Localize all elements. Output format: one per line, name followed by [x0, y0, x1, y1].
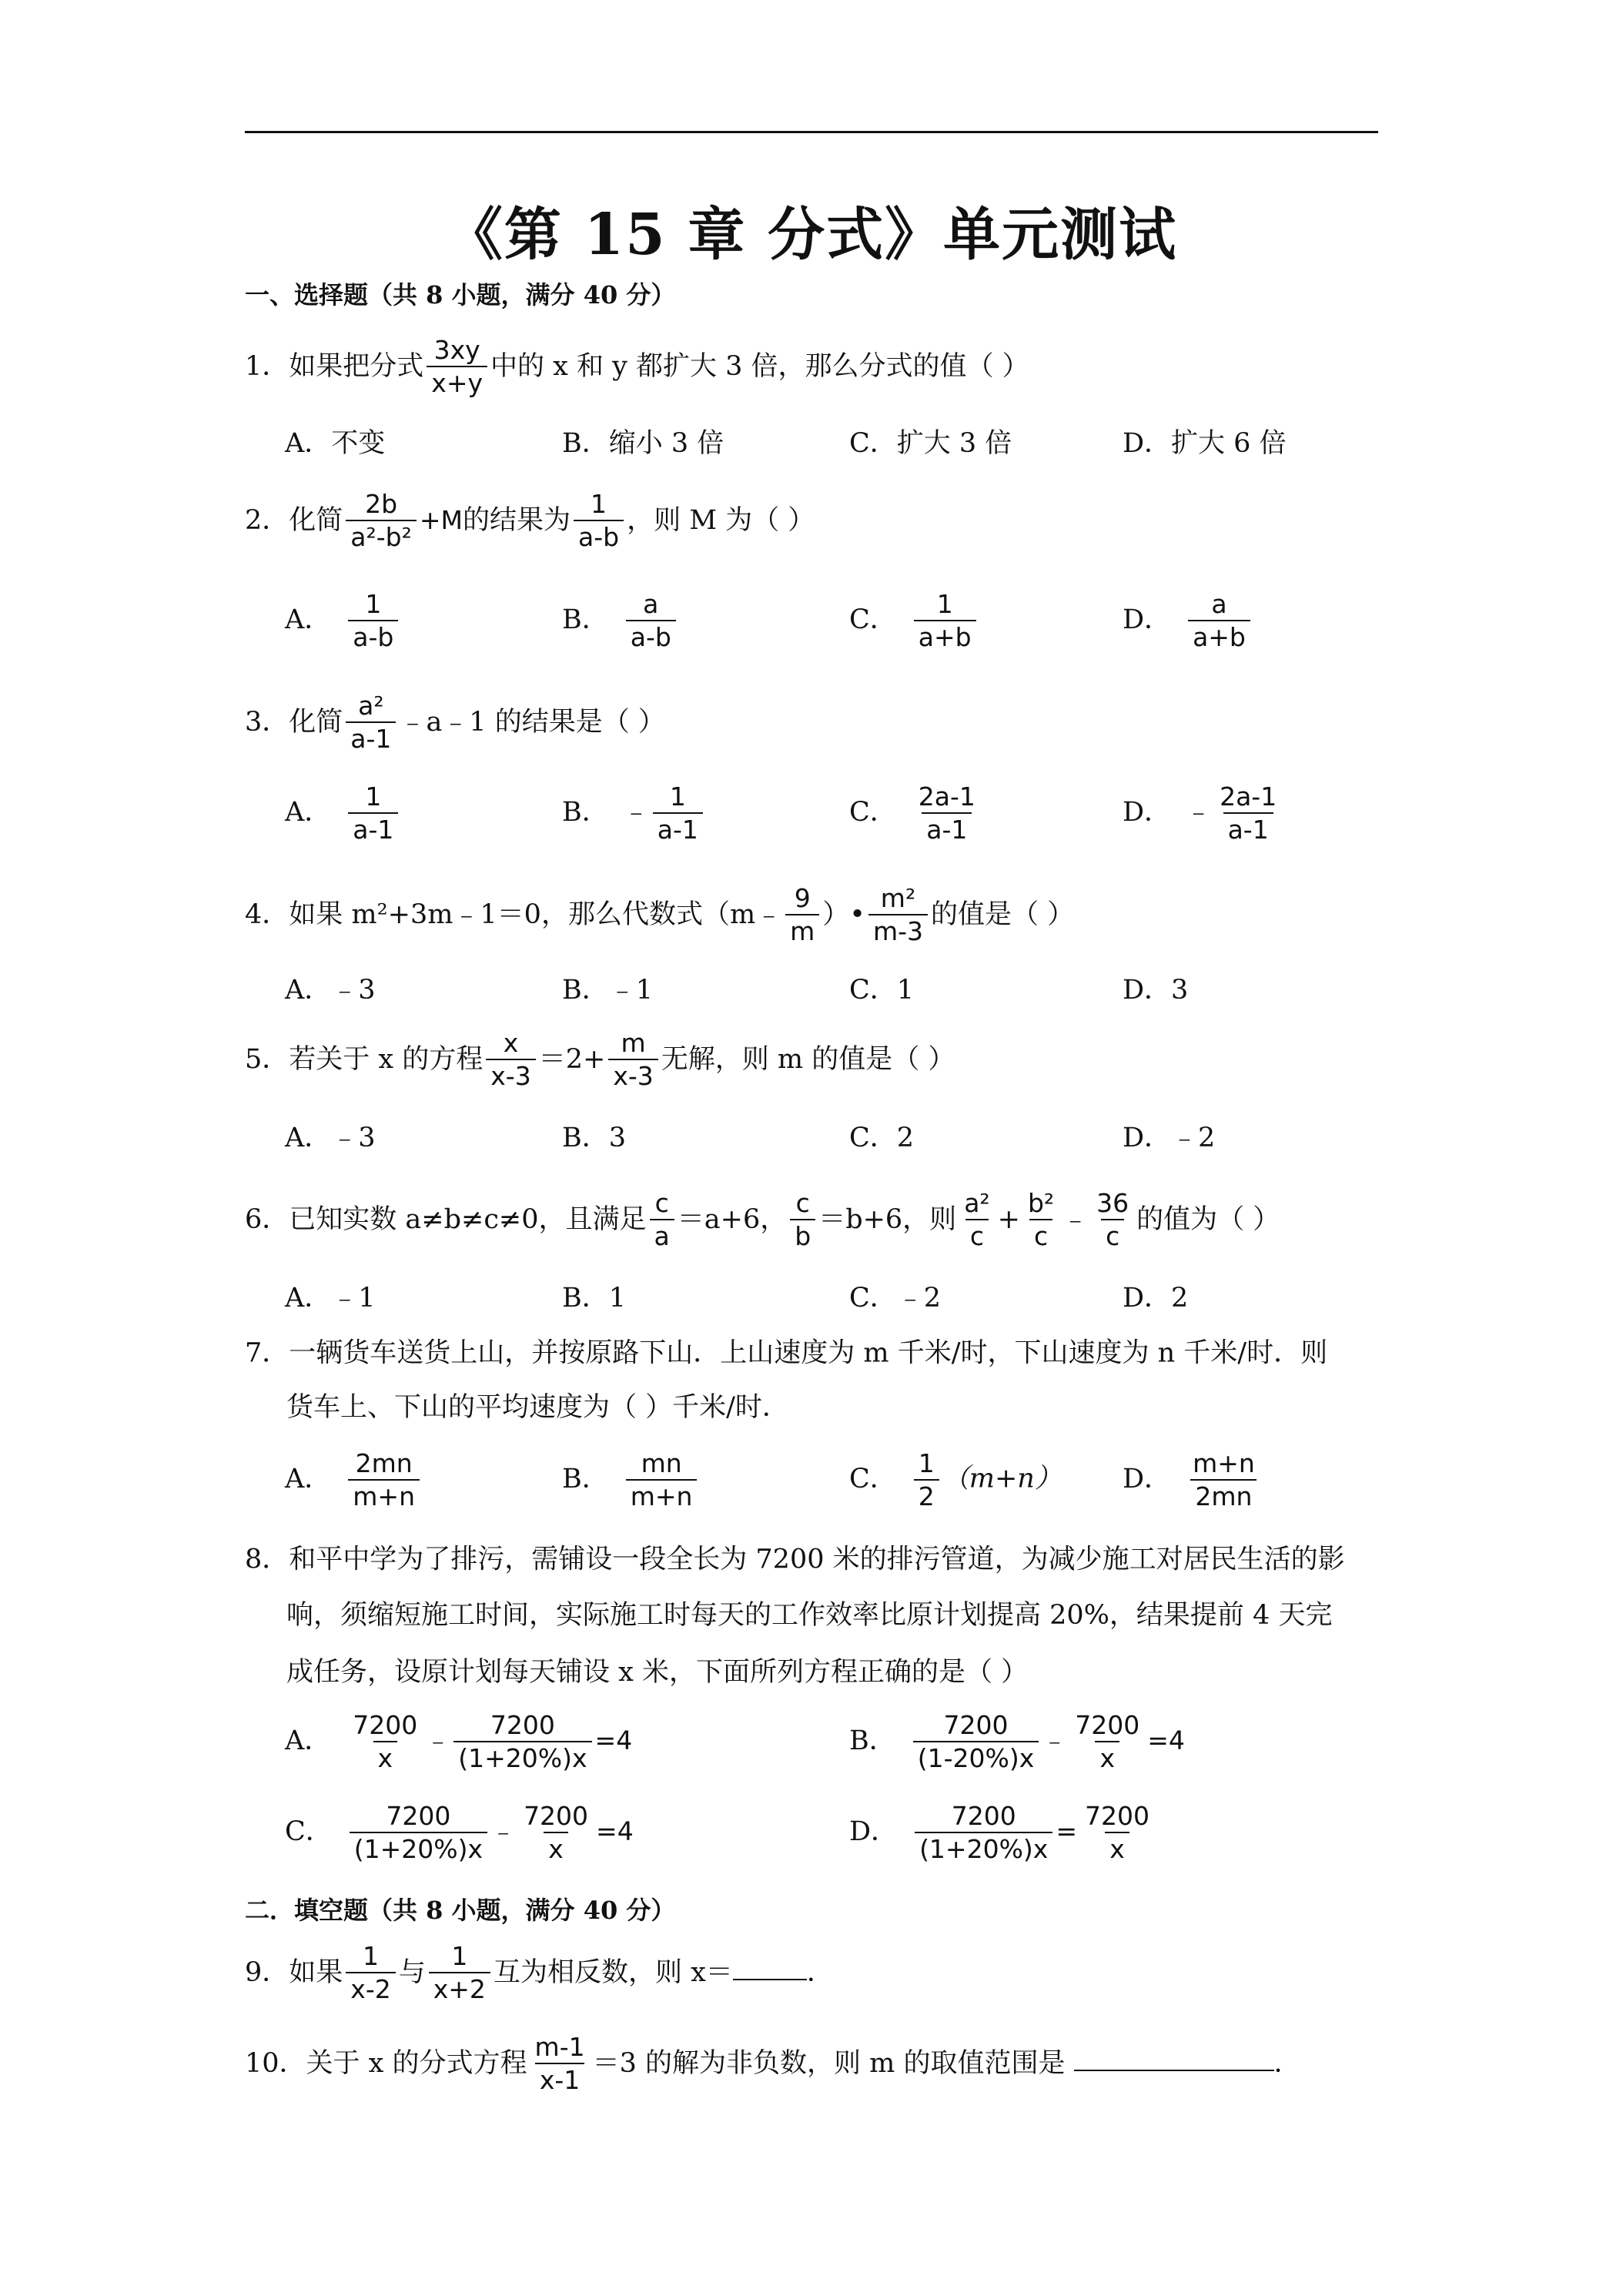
fraction: $\frac{1}{x-2}$	[346, 1942, 395, 2003]
question-7: 7．一辆货车送货上山，并按原路下山．上山速度为 m 千米/时，下山速度为 n 千米/时．则	[245, 1337, 1328, 1369]
question-6: 6．已知实数 a≠b≠c≠0，且满足 $\frac{c}{a}$ ＝a+6， $\frac{c}{b}$ ＝b+6，则 $\frac{\text{a²}}{c}$ + $\frac{\text{b²}}{c}$ ﹣ $\frac{36}{c}$ 的值为（ ）	[245, 1188, 1280, 1251]
option-a[interactable]: A． $\frac{2mn}{m+n}$	[285, 1449, 423, 1511]
question-3: 3．化简 $\frac{\text{a²}}{a-1}$ ﹣a﹣1 的结果是（ ）	[245, 691, 665, 754]
option-a[interactable]: A． $\frac{1}{a-b}$	[285, 590, 401, 651]
section-heading-choice: 一、选择题（共 8 小题，满分 40 分）	[245, 280, 676, 310]
question-8-continued: 响，须缩短施工时间，实际施工时每天的工作效率比原计划提高 20%，结果提前 4 天完	[286, 1600, 1333, 1631]
fraction: $\frac{7200}{x}$	[524, 1801, 589, 1864]
fraction: $\frac{7200}{x}$	[353, 1710, 418, 1773]
option-a[interactable]: A．﹣3	[285, 975, 376, 1006]
option-d[interactable]: D． $\frac{m+n}{2mn}$	[1123, 1449, 1263, 1511]
option-a[interactable]: A． $\frac{1}{a-1}$	[285, 782, 401, 844]
question-1: 1．如果把分式 $\frac{3xy}{x+y}$ 中的 x 和 y 都扩大 3 倍，那么分式的值（ ）	[245, 335, 1029, 398]
fraction: $\frac{m}{x-3}$	[608, 1029, 658, 1090]
option-d[interactable]: D．3	[1123, 975, 1189, 1006]
question-8: 8．和平中学为了排污，需铺设一段全长为 7200 米的排污管道，为减少施工对居民生活的影	[245, 1544, 1345, 1575]
fraction: $\frac{2a-1}{a-1}$	[1220, 782, 1277, 845]
header-rule	[245, 131, 1378, 133]
fraction: $\frac{2a-1}{a-1}$	[918, 782, 975, 845]
question-10: 10．关于 x 的分式方程 $\frac{m-1}{x-1}$ ＝3 的解为非负数，则 m 的取值范围是 ．	[245, 2032, 1301, 2095]
fraction: $\frac{1}{a-1}$	[653, 782, 703, 844]
option-d[interactable]: D．扩大 6 倍	[1123, 428, 1287, 459]
option-b[interactable]: B．﹣1	[562, 975, 653, 1006]
option-b[interactable]: B．缩小 3 倍	[562, 428, 724, 459]
option-c[interactable]: C． $\frac{1}{2}$ （m+n）	[849, 1448, 1062, 1511]
option-c[interactable]: C．扩大 3 倍	[849, 428, 1012, 459]
fraction: $\frac{a}{a+b}$	[1188, 590, 1250, 651]
option-c[interactable]: C． $\frac{1}{a+b}$	[849, 590, 979, 651]
fraction: $\frac{a}{a-b}$	[626, 590, 676, 651]
question-5: 5．若关于 x 的方程 $\frac{x}{x-3}$ ＝2+ $\frac{m}{x-3}$ 无解，则 m 的值是（ ）	[245, 1028, 955, 1091]
fraction: $\frac{7200}{(1+20\%)x}$	[915, 1802, 1052, 1863]
option-a[interactable]: A．﹣3	[285, 1123, 376, 1153]
option-c[interactable]: C． $\frac{7200}{(1+20\%)x}$ ﹣ $\frac{7200}{x}$ =4	[285, 1801, 634, 1864]
fraction: $\frac{3xy}{x+y}$	[427, 336, 487, 397]
option-d[interactable]: D． ﹣ $\frac{2a-1}{a-1}$	[1123, 782, 1284, 844]
page-title: 《第 15 章 分式》单元测试	[445, 202, 1178, 268]
option-a[interactable]: A．不变	[285, 428, 386, 459]
option-d[interactable]: D． $\frac{7200}{(1+20\%)x}$ = $\frac{7200}{x}$	[849, 1802, 1157, 1863]
option-a[interactable]: A． $\frac{7200}{x}$ ﹣ $\frac{7200}{(1+20\%)x}$ =4	[285, 1710, 633, 1773]
fraction: $\frac{1}{a+b}$	[914, 590, 976, 651]
fraction: $\frac{\text{a²}}{c}$	[964, 1188, 990, 1251]
fraction: $\frac{1}{a-1}$	[348, 782, 398, 844]
fraction: $\frac{1}{a-b}$	[574, 490, 624, 551]
option-c[interactable]: C．﹣2	[849, 1283, 942, 1314]
option-c[interactable]: C．1	[849, 975, 915, 1006]
option-d[interactable]: D．﹣2	[1123, 1123, 1216, 1153]
option-c[interactable]: C． $\frac{2a-1}{a-1}$	[849, 782, 983, 844]
fraction: $\frac{2mn}{m+n}$	[348, 1449, 420, 1511]
fraction: $\frac{7200}{(1+20\%)x}$	[453, 1711, 591, 1772]
fraction: $\frac{2b}{\text{a²-b²}}$	[346, 490, 417, 551]
fraction: $\frac{7200}{(1+20\%)x}$	[350, 1802, 487, 1863]
fraction: $\frac{\text{m²}}{m-3}$	[868, 884, 928, 946]
answer-blank[interactable]	[1074, 2070, 1274, 2071]
fraction: $\frac{mn}{m+n}$	[626, 1449, 698, 1511]
question-7-continued: 货车上、下山的平均速度为（ ）千米/时．	[286, 1392, 789, 1423]
fraction: $\frac{c}{b}$	[790, 1189, 815, 1250]
question-9: 9．如果 $\frac{1}{x-2}$ 与 $\frac{1}{x+2}$ 互为相反数，则 x＝ ．	[245, 1941, 834, 2004]
fraction: $\frac{36}{c}$	[1096, 1188, 1129, 1251]
fraction: $\frac{7200}{x}$	[1085, 1801, 1149, 1864]
question-2: 2．化简 $\frac{2b}{\text{a²-b²}}$ +M的结果为 $\frac{1}{a-b}$ ，则 M 为（ ）	[245, 489, 815, 552]
section-heading-fill: 二．填空题（共 8 小题，满分 40 分）	[245, 1896, 676, 1925]
fraction: $\frac{x}{x-3}$	[486, 1029, 535, 1090]
fraction: $\frac{c}{a}$	[650, 1189, 674, 1250]
question-8-continued: 成任务，设原计划每天铺设 x 米，下面所列方程正确的是（ ）	[286, 1657, 1029, 1688]
question-4: 4．如果 m²+3m﹣1＝0，那么代数式（m﹣ $\frac{9}{m}$ ）• $\frac{\text{m²}}{m-3}$ 的值是（ ）	[245, 883, 1075, 946]
option-b[interactable]: B．3	[562, 1123, 626, 1153]
option-b[interactable]: B． $\frac{a}{a-b}$	[562, 590, 679, 651]
option-b[interactable]: B． ﹣ $\frac{1}{a-1}$	[562, 782, 706, 844]
option-d[interactable]: D．2	[1123, 1283, 1189, 1314]
fraction: $\frac{1}{2}$	[914, 1449, 939, 1511]
fraction: $\frac{1}{x+2}$	[429, 1942, 490, 2003]
fraction: $\frac{m-1}{x-1}$	[534, 2032, 585, 2095]
fraction: $\frac{7200}{x}$	[1075, 1710, 1140, 1773]
fraction: $\frac{\text{b²}}{c}$	[1027, 1188, 1055, 1251]
fraction: $\frac{9}{m}$	[785, 884, 819, 946]
answer-blank[interactable]	[733, 1979, 807, 1980]
fraction: $\frac{m+n}{2mn}$	[1188, 1449, 1260, 1511]
option-c[interactable]: C．2	[849, 1123, 915, 1153]
option-d[interactable]: D． $\frac{a}{a+b}$	[1123, 590, 1253, 651]
option-a[interactable]: A．﹣1	[285, 1283, 376, 1314]
fraction: $\frac{1}{a-b}$	[348, 590, 398, 651]
option-b[interactable]: B． $\frac{mn}{m+n}$	[562, 1449, 700, 1511]
fraction: $\frac{7200}{(1-20\%)x}$	[913, 1711, 1039, 1772]
option-b[interactable]: B． $\frac{7200}{(1-20\%)x}$ ﹣ $\frac{7200}{x}$ =4	[849, 1710, 1185, 1773]
fraction: $\frac{\text{a²}}{a-1}$	[346, 691, 396, 753]
option-b[interactable]: B．1	[562, 1283, 626, 1314]
